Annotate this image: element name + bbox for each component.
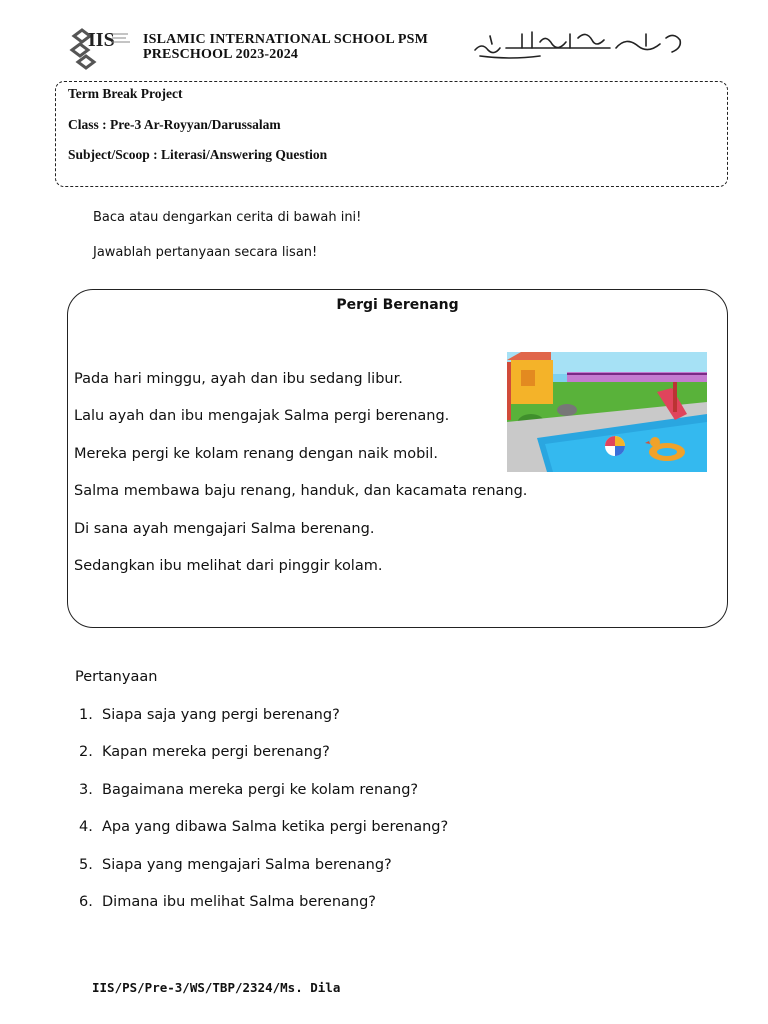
question-text: Siapa yang mengajari Salma berenang?: [102, 857, 392, 873]
story-line: Di sana ayah mengajari Salma berenang.: [74, 521, 375, 537]
question-item: [79, 782, 418, 798]
question-number: 5.: [79, 857, 93, 873]
question-text: Dimana ibu melihat Salma berenang?: [102, 894, 376, 910]
school-name: ISLAMIC INTERNATIONAL SCHOOL PSM: [143, 32, 429, 47]
question-item: [79, 707, 340, 723]
question-item: [79, 857, 392, 873]
svg-text:IIS: IIS: [88, 29, 115, 51]
instruction-answer: Jawablah pertanyaan secara lisan!: [93, 245, 318, 260]
bismillah-calligraphy: [470, 26, 685, 60]
question-text: Apa yang dibawa Salma ketika pergi berenang?: [102, 819, 449, 835]
story-line: Mereka pergi ke kolam renang dengan naik mobil.: [74, 446, 438, 462]
story-line: Pada hari minggu, ayah dan ibu sedang libur.: [74, 371, 403, 387]
project-title: Term Break Project: [68, 86, 183, 101]
question-number: 3.: [79, 782, 93, 798]
question-text: Bagaimana mereka pergi ke kolam renang?: [102, 782, 419, 798]
school-header: [143, 32, 428, 62]
school-logo: [68, 24, 136, 70]
question-item: [79, 819, 448, 835]
document-code: IIS/PS/Pre-3/WS/TBP/2324/Ms. Dila: [92, 980, 341, 995]
instruction-read: Baca atau dengarkan cerita di bawah ini!: [93, 210, 362, 225]
question-text: Siapa saja yang pergi berenang?: [102, 707, 340, 723]
story-line: Salma membawa baju renang, handuk, dan kacamata renang.: [74, 483, 528, 499]
question-number: 1.: [79, 707, 93, 723]
story-line: Sedangkan ibu melihat dari pinggir kolam.: [74, 558, 383, 574]
question-number: 2.: [79, 744, 93, 760]
question-number: 6.: [79, 894, 93, 910]
question-number: 4.: [79, 819, 93, 835]
subject-line: Subject/Scoop : Literasi/Answering Question: [68, 147, 328, 162]
class-line: Class : Pre-3 Ar-Royyan/Darussalam: [68, 117, 281, 132]
question-item: [79, 744, 330, 760]
swimming-pool-illustration: [507, 352, 707, 472]
school-level: PRESCHOOL 2023-2024: [143, 47, 299, 62]
question-text: Kapan mereka pergi berenang?: [102, 744, 330, 760]
questions-title: Pertanyaan: [75, 669, 158, 685]
story-line: Lalu ayah dan ibu mengajak Salma pergi berenang.: [74, 408, 450, 424]
story-title: Pergi Berenang: [336, 297, 459, 313]
question-item: [79, 894, 376, 910]
